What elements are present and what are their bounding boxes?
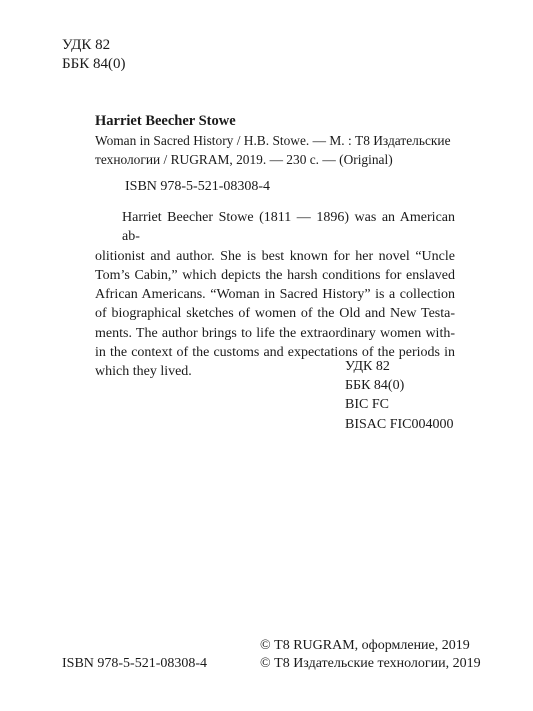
annotation-line: Tom’s Cabin,” which depicts the harsh conditions for enslaved [95, 267, 455, 283]
author-name: Harriet Beecher Stowe [95, 113, 236, 129]
udk-code: УДК 82 [345, 359, 390, 374]
bisac-code: BISAC FIC004000 [345, 416, 454, 432]
isbn: ISBN 978-5-521-08308-4 [125, 179, 271, 194]
copyright-notices [260, 637, 481, 673]
biblio-line: технологии / RUGRAM, 2019. — 230 с. — (Original) [95, 152, 393, 167]
bbk-code: ББК 84(0) [345, 378, 405, 394]
copyright-line: © Т8 RUGRAM, оформление, 2019 [260, 638, 470, 653]
bic-code: BIC FC [345, 397, 389, 413]
classification-codes [345, 357, 454, 434]
footer-isbn: ISBN 978-5-521-08308-4 [62, 656, 208, 671]
annotation-line: olitionist and author. She is best known for her novel “Uncle [95, 248, 455, 264]
classification-top [62, 36, 125, 74]
annotation [95, 208, 455, 382]
annotation-line: African Americans. “Woman in Sacred History” is a collection [95, 287, 455, 303]
bibliographic-description [95, 131, 455, 169]
annotation-line: of biographical sketches of women of the Old and New Testa- [95, 306, 455, 322]
annotation-line: in the context of the customs and expectations of the periods in [95, 345, 455, 361]
annotation-line: which they lived. [95, 364, 192, 380]
bbk-code: ББК 84(0) [62, 56, 126, 72]
biblio-line: Woman in Sacred History / H.B. Stowe. — М. : Т8 Издательские [95, 133, 451, 148]
annotation-line: Harriet Beecher Stowe (1811 — 1896) was an American ab- [122, 210, 455, 245]
udk-code: УДК 82 [62, 37, 111, 53]
annotation-line: ments. The author brings to life the extraordinary women with- [95, 325, 455, 341]
copyright-line: © Т8 Издательские технологии, 2019 [260, 656, 481, 671]
